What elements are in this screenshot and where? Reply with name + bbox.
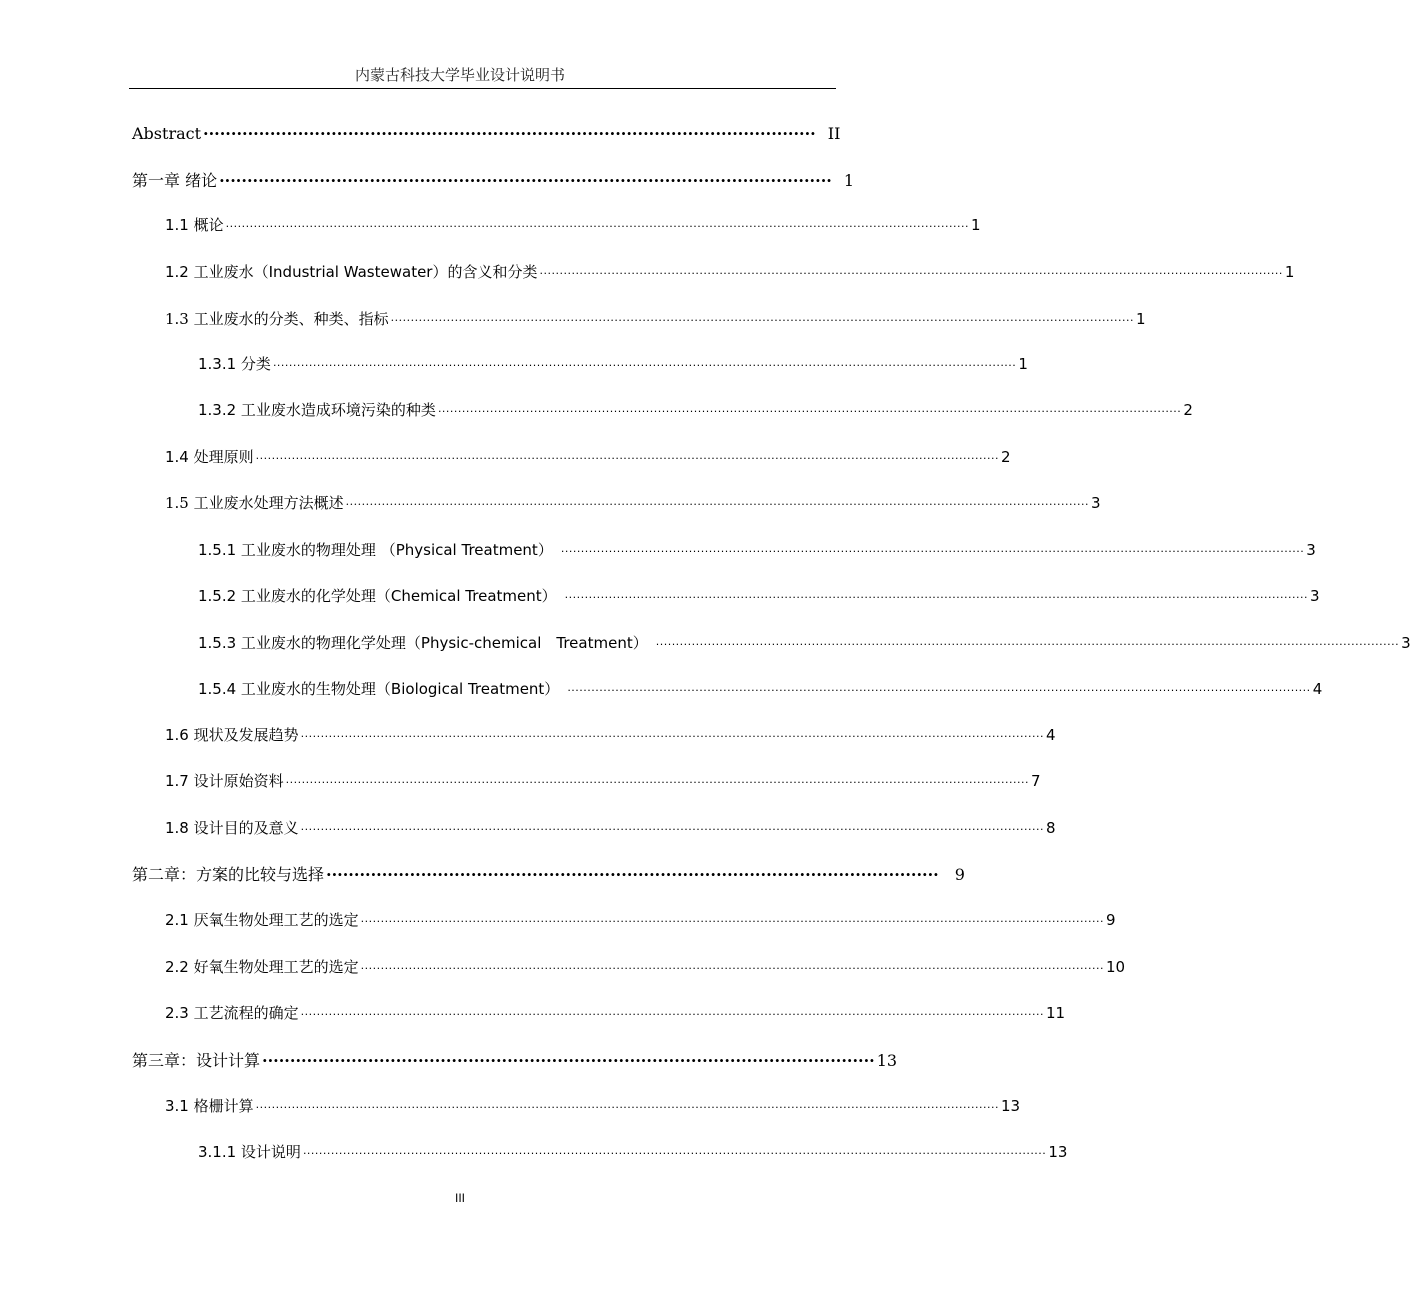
toc-entry-label: 1.4 处理原则 <box>165 448 254 466</box>
toc-entry-label: 3.1.1 设计说明 <box>198 1143 301 1161</box>
toc-entry-page: 13 <box>876 1051 898 1070</box>
dot-leader: ·························································································································································································· <box>564 591 1308 604</box>
dot-leader: ·························································································································································································· <box>285 776 1029 789</box>
toc-entry-label: 2.3 工艺流程的确定 <box>165 1004 299 1022</box>
toc-entry-page: II <box>827 124 841 143</box>
document-header-title: 内蒙古科技大学毕业设计说明书 <box>354 66 565 84</box>
toc-entry-3-1[interactable] <box>165 1095 1021 1119</box>
toc-entry-label: 1.3 工业废水的分类、种类、指标 <box>165 310 389 328</box>
toc-entry-label: 1.8 设计目的及意义 <box>165 819 299 837</box>
dot-leader: ·························································································································································································· <box>255 1101 999 1114</box>
toc-entry-chapter-1[interactable] <box>132 168 855 192</box>
toc-entry-page: 10 <box>1106 958 1126 976</box>
dot-leader: ·············································································································· <box>262 1051 875 1070</box>
toc-entry-page: 9 <box>954 865 965 884</box>
dot-leader: ·························································································································································································· <box>272 359 1017 372</box>
dot-leader: ·············································································································· <box>203 124 816 143</box>
toc-entry-page: 4 <box>1046 726 1056 744</box>
toc-entry-label: 1.3.1 分类 <box>198 355 271 373</box>
dot-leader: ·························································································································································································· <box>302 1147 1047 1160</box>
toc-entry-label: Abstract <box>132 124 202 143</box>
dot-leader: ·························································································································································································· <box>539 267 1283 280</box>
toc-entry-page: 8 <box>1046 819 1056 837</box>
toc-entry-2-1[interactable] <box>165 909 1116 933</box>
toc-entry-label: 1.6 现状及发展趋势 <box>165 726 299 744</box>
toc-entry-1-6[interactable] <box>165 724 1056 748</box>
dot-leader: ·························································································································································································· <box>560 545 1305 558</box>
toc-entry-page: 2 <box>1001 448 1011 466</box>
toc-entry-page: 1 <box>971 216 981 234</box>
toc-entry-3-1-1[interactable] <box>198 1141 1068 1165</box>
page-number: III <box>454 1191 465 1205</box>
toc-entry-label: 1.7 设计原始资料 <box>165 772 284 790</box>
toc-entry-label: 1.5 工业废水处理方法概述 <box>165 494 344 512</box>
toc-entry-label: 1.2 工业废水（Industrial Wastewater）的含义和分类 <box>165 263 538 281</box>
toc-entry-1-3-1[interactable] <box>198 353 1028 377</box>
toc-entry-page: 1 <box>1136 310 1146 328</box>
toc-entry-page: 3 <box>1310 587 1320 605</box>
toc-entry-page: 3 <box>1306 541 1316 559</box>
toc-entry-abstract[interactable] <box>132 124 841 148</box>
dot-leader: ·························································································································································································· <box>225 220 969 233</box>
toc-entry-chapter-2[interactable] <box>132 862 965 886</box>
toc-entry-page: 11 <box>1046 1004 1066 1022</box>
toc-entry-1-3[interactable] <box>165 308 1146 332</box>
toc-entry-label: 2.1 厌氧生物处理工艺的选定 <box>165 911 359 929</box>
toc-entry-label: 3.1 格栅计算 <box>165 1097 254 1115</box>
toc-entry-label: 第二章：方案的比较与选择 <box>132 865 325 884</box>
header-divider <box>129 88 836 89</box>
toc-entry-page: 1 <box>1018 355 1028 373</box>
toc-entry-1-5-2[interactable] <box>198 585 1320 609</box>
toc-entry-2-2[interactable] <box>165 956 1126 980</box>
toc-entry-chapter-3[interactable] <box>132 1048 898 1072</box>
toc-entry-1-5-3[interactable] <box>198 632 1411 656</box>
toc-entry-1-5-1[interactable] <box>198 539 1316 563</box>
toc-entry-page: 3 <box>1401 634 1411 652</box>
dot-leader: ·············································································································· <box>219 171 832 190</box>
dot-leader: ·························································································································································································· <box>255 452 999 465</box>
dot-leader: ·············································································································· <box>326 865 939 884</box>
toc-entry-label: 1.3.2 工业废水造成环境污染的种类 <box>198 401 436 419</box>
dot-leader: ·························································································································································································· <box>360 962 1104 975</box>
dot-leader: ·························································································································································································· <box>300 730 1044 743</box>
toc-entry-label: 第三章：设计计算 <box>132 1051 261 1070</box>
toc-entry-page: 4 <box>1312 680 1323 698</box>
toc-entry-label: 1.5.2 工业废水的化学处理（Chemical Treatment） <box>198 587 557 605</box>
dot-leader: ·························································································································································································· <box>567 684 1311 697</box>
dot-leader: ·························································································································································································· <box>345 498 1089 511</box>
dot-leader: ·························································································································································································· <box>655 638 1400 651</box>
toc-entry-1-7[interactable] <box>165 770 1041 794</box>
toc-entry-label: 1.5.3 工业废水的物理化学处理（Physic-chemical Treatment） <box>198 634 648 652</box>
dot-leader: ·························································································································································································· <box>437 405 1182 418</box>
dot-leader: ·························································································································································································· <box>300 1008 1044 1021</box>
toc-entry-1-8[interactable] <box>165 817 1056 841</box>
toc-entry-page: 7 <box>1031 772 1041 790</box>
toc-entry-1-5[interactable] <box>165 492 1101 516</box>
dot-leader: ·························································································································································································· <box>300 823 1044 836</box>
toc-entry-label: 1.5.1 工业废水的物理处理 （Physical Treatment） <box>198 541 553 559</box>
toc-entry-page: 13 <box>1001 1097 1021 1115</box>
toc-entry-1-3-2[interactable] <box>198 399 1193 423</box>
dot-leader: ·························································································································································································· <box>360 915 1104 928</box>
toc-entry-label: 1.5.4 工业废水的生物处理（Biological Treatment） <box>198 680 560 698</box>
toc-entry-1-4[interactable] <box>165 446 1011 470</box>
toc-entry-page: 2 <box>1183 401 1193 419</box>
toc-entry-page: 9 <box>1106 911 1116 929</box>
toc-entry-1-5-4[interactable] <box>198 678 1323 702</box>
toc-entry-page: 3 <box>1091 494 1101 512</box>
toc-entry-page: 1 <box>843 171 855 190</box>
toc-entry-label: 1.1 概论 <box>165 216 224 234</box>
dot-leader: ·························································································································································································· <box>390 314 1134 327</box>
toc-entry-2-3[interactable] <box>165 1002 1066 1026</box>
toc-entry-label: 第一章 绪论 <box>132 171 218 190</box>
toc-entry-page: 13 <box>1048 1143 1068 1161</box>
toc-entry-1-2[interactable] <box>165 261 1295 285</box>
toc-entry-1-1[interactable] <box>165 214 981 238</box>
toc-entry-label: 2.2 好氧生物处理工艺的选定 <box>165 958 359 976</box>
toc-entry-page: 1 <box>1284 263 1295 281</box>
